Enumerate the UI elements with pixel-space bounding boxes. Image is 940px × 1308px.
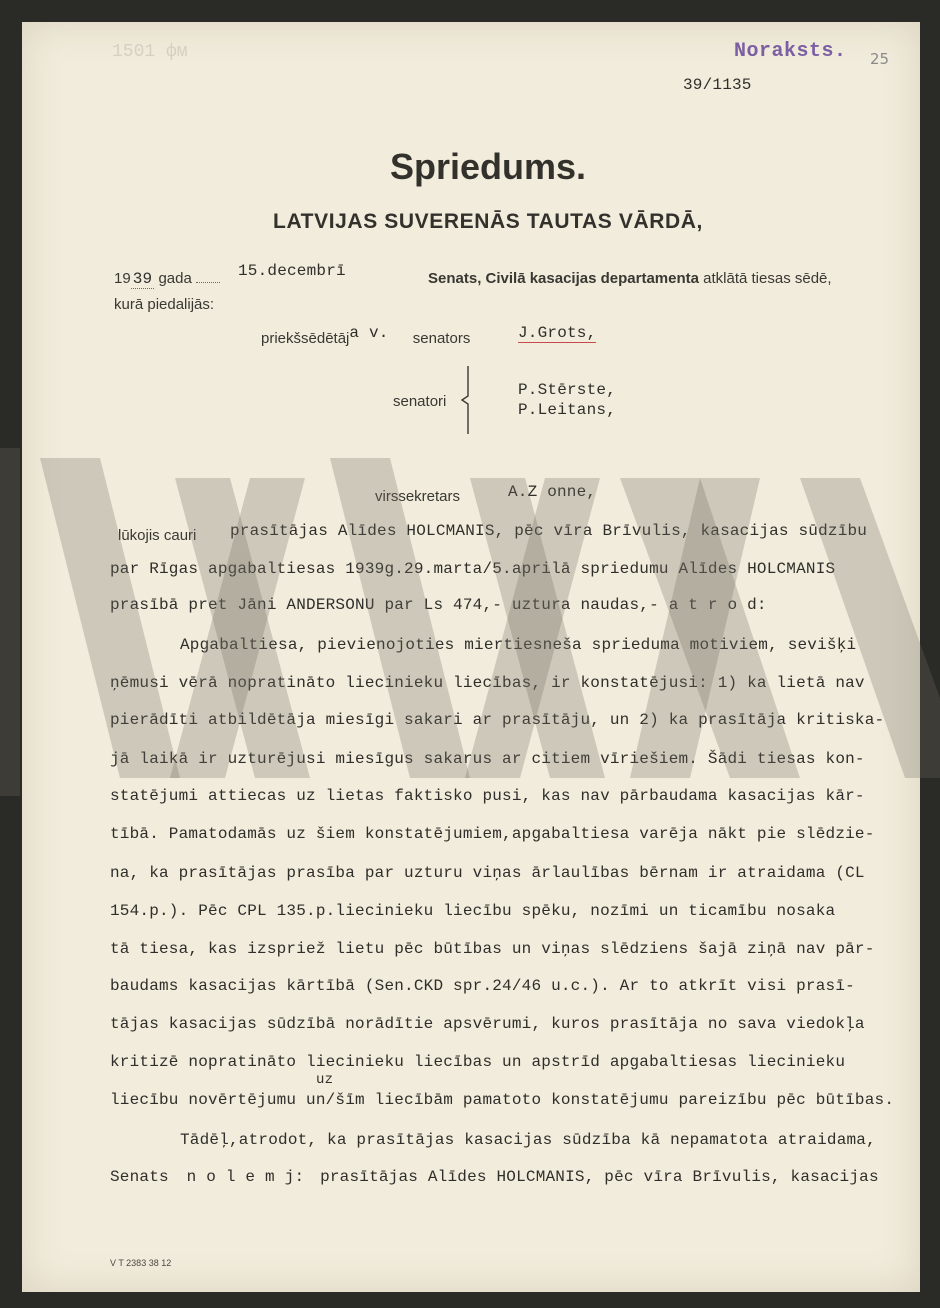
body-line-1: prasītājas Alīdes HOLCMANIS, pēc vīra Brīvulis, kasacijas sūdzību	[230, 522, 868, 540]
print-code: V T 2383 38 12	[110, 1258, 172, 1268]
document-subtitle: LATVIJAS SUVERENĀS TAUTAS VĀRDĀ,	[273, 210, 703, 233]
senator-name-1: P.Stērste,	[518, 381, 617, 399]
participants-label: kurā piedalijās:	[114, 296, 215, 313]
body-line-10: na, ka prasītājas prasība par uzturu viņas ārlaulības bērnam ir atraidama (CL	[110, 864, 865, 882]
date-line	[114, 270, 220, 288]
senators-brace	[456, 364, 476, 436]
secretary-label: virssekretars	[375, 488, 461, 505]
body-line-4: Apgabaltiesa, pievienojoties miertiesneša sprieduma motiviem, sevišķi	[180, 636, 857, 654]
year-prefix: 19	[114, 270, 131, 287]
senators-label: senatori	[393, 393, 447, 410]
body-line-9: tībā. Pamatodamās uz šiem konstatējumiem,apgabaltiesa varēja nākt pie slēdzie-	[110, 825, 875, 843]
pencil-page-number: 25	[870, 50, 890, 68]
document-title: Spriedums.	[389, 146, 587, 187]
dotted-gap	[196, 282, 220, 283]
faded-header-text: 1501 фм	[112, 42, 188, 62]
body-line-12: tā tiesa, kas izspriež lietu pēc būtības un viņas slēdziens šajā ziņā nav pār-	[110, 940, 875, 958]
chair-name: J.Grots,	[518, 324, 597, 342]
body-line-7: jā laikā ir uzturējusi miesīgus sakarus ar citiem vīriešiem. Šādi tiesas kon-	[110, 750, 865, 768]
file-number: 39/1135	[683, 76, 752, 94]
senator-name-2: P.Leitans,	[518, 401, 617, 419]
body-line-18	[110, 1168, 879, 1186]
reviewed-label: lūkojis cauri	[118, 527, 197, 544]
date-value: 15.decembrī	[238, 262, 346, 280]
body-line-15: kritizē nopratināto liecinieku liecības un apstrīd apgabaltiesas liecinieku	[110, 1053, 846, 1071]
body-line-5: ņēmusi vērā nopratināto liecinieku liecības, ir konstatējusi: 1) ka lietā nav	[110, 674, 865, 692]
court-session: atklātā tiesas sēdē,	[703, 270, 832, 287]
senats-word: Senats	[110, 1168, 169, 1186]
gada-label: gada	[158, 270, 192, 287]
court-name: Senats, Civilā kasacijas departamenta	[428, 270, 699, 287]
body-line-14: tājas kasacijas sūdzībā norādītie apsvērumi, kuros prasītāja no sava viedokļa	[110, 1015, 865, 1033]
body-line-16: liecību novērtējumu un/šīm liecībām pamatoto konstatējumu pareizību pēc būtības.	[110, 1091, 895, 1109]
body-line-8: statējumi attiecas uz lietas faktisko pusi, kas nav pārbaudama kasacijas kār-	[110, 787, 865, 805]
body-line-6: pierādīti atbildētāja miesīgi sakari ar prasītāju, un 2) ka prasītāja kritiska-	[110, 711, 885, 729]
body-line-3: prasībā pret Jāni ANDERSONU par Ls 474,- uztura naudas,- a t r o d:	[110, 596, 767, 614]
body-line-13: baudams kasacijas kārtībā (Sen.CKD spr.24/46 u.c.). Ar to atkrīt visi prasī-	[110, 977, 855, 995]
chair-label-c: senators	[412, 330, 471, 347]
chair-label	[261, 324, 471, 348]
body-line-17: Tādēļ,atrodot, ka prasītājas kasacijas sūdzība kā nepamatota atraidama,	[180, 1131, 876, 1149]
court-line	[428, 270, 832, 287]
body-line-11: 154.p.). Pēc CPL 135.p.liecinieku liecību spēku, nozīmi un ticamību nosaka	[110, 902, 836, 920]
chair-label-b: a v.	[349, 324, 389, 342]
body-line-2: par Rīgas apgabaltiesas 1939g.29.marta/5.aprilā spriedumu Alīdes HOLCMANIS	[110, 560, 836, 578]
chair-label-a: priekšsēdētāj	[261, 330, 350, 347]
copy-stamp: Noraksts.	[734, 40, 847, 63]
decision-text: prasītājas Alīdes HOLCMANIS, pēc vīra Brīvulis, kasacijas	[320, 1168, 879, 1186]
decision-word: n o l e m j:	[186, 1168, 305, 1186]
body-insert-uz: uz	[316, 1072, 334, 1088]
secretary-name: A.Z onne,	[508, 483, 597, 501]
year-value: 39	[132, 270, 153, 288]
